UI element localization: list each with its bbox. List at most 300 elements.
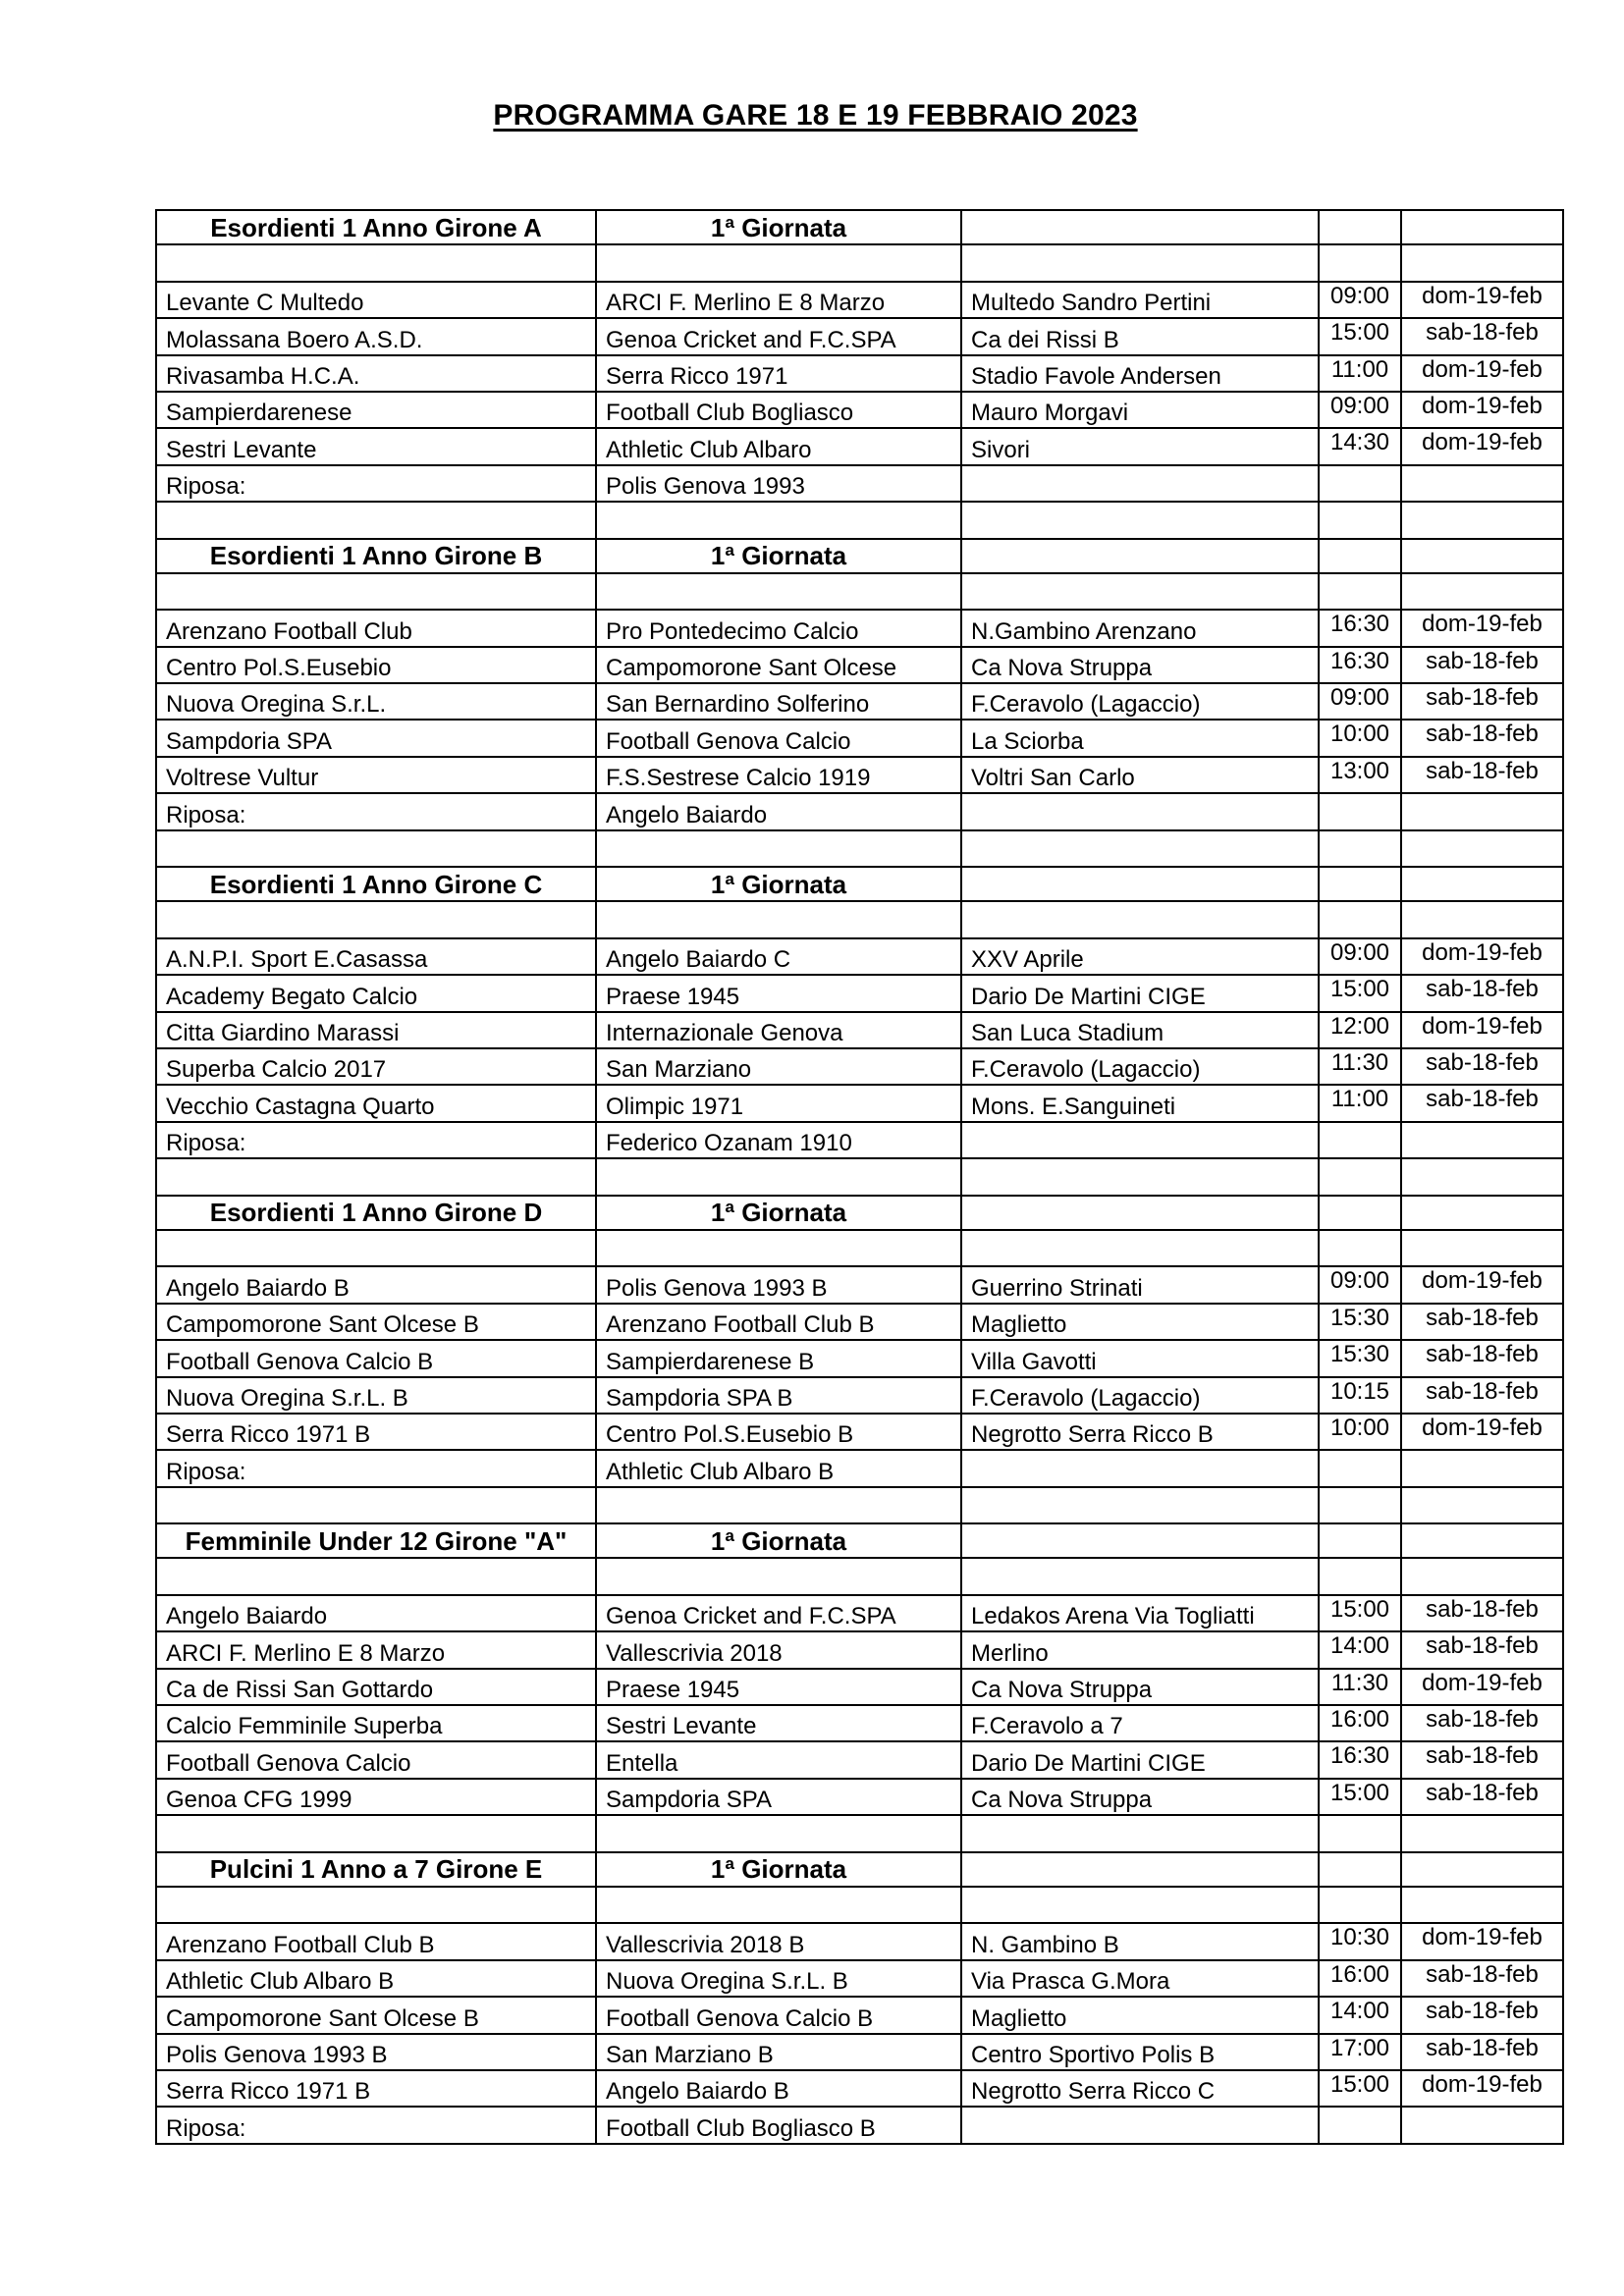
- empty-cell: [1319, 1887, 1401, 1923]
- section-header-row: [156, 1196, 1563, 1230]
- match-row: [156, 2070, 1563, 2107]
- empty-cell: [1401, 901, 1563, 937]
- rest-row: [156, 1450, 1563, 1486]
- venue: Ledakos Arena Via Togliatti: [961, 1595, 1319, 1631]
- empty-cell: [961, 1852, 1319, 1887]
- empty-cell: [961, 1196, 1319, 1230]
- section-header-row: [156, 1852, 1563, 1887]
- match-time: 11:00: [1319, 1085, 1401, 1121]
- spacer-row: [156, 244, 1563, 281]
- empty-cell: [1319, 1487, 1401, 1523]
- away-team: Olimpic 1971: [596, 1085, 961, 1121]
- home-team: Serra Ricco 1971 B: [156, 2070, 596, 2107]
- match-time: 17:00: [1319, 2034, 1401, 2070]
- match-row: [156, 647, 1563, 683]
- empty-cell: [961, 1887, 1319, 1923]
- away-team: Angelo Baiardo C: [596, 938, 961, 975]
- rest-label: Riposa:: [156, 1450, 596, 1486]
- empty-cell: [961, 830, 1319, 867]
- empty-cell: [1319, 2107, 1401, 2143]
- away-team: Entella: [596, 1741, 961, 1778]
- match-time: 10:00: [1319, 720, 1401, 756]
- match-date: sab-18-feb: [1401, 2034, 1563, 2070]
- match-row: [156, 1997, 1563, 2033]
- match-date: dom-19-feb: [1401, 355, 1563, 392]
- home-team: Citta Giardino Marassi: [156, 1012, 596, 1048]
- empty-cell: [1319, 1122, 1401, 1158]
- venue: Merlino: [961, 1631, 1319, 1668]
- match-row: [156, 1595, 1563, 1631]
- match-time: 09:00: [1319, 683, 1401, 720]
- match-time: 09:00: [1319, 282, 1401, 318]
- empty-cell: [156, 502, 596, 538]
- home-team: Arenzano Football Club B: [156, 1923, 596, 1959]
- empty-cell: [1319, 244, 1401, 281]
- home-team: Sampierdarenese: [156, 392, 596, 428]
- venue: Ca Nova Struppa: [961, 1669, 1319, 1705]
- match-time: 16:30: [1319, 610, 1401, 646]
- venue: Mauro Morgavi: [961, 392, 1319, 428]
- empty-cell: [961, 465, 1319, 502]
- venue: Maglietto: [961, 1997, 1319, 2033]
- empty-cell: [156, 830, 596, 867]
- away-team: Sampierdarenese B: [596, 1340, 961, 1376]
- venue: Maglietto: [961, 1304, 1319, 1340]
- away-team: ARCI F. Merlino E 8 Marzo: [596, 282, 961, 318]
- match-row: [156, 1085, 1563, 1121]
- match-row: [156, 392, 1563, 428]
- rest-team: Athletic Club Albaro B: [596, 1450, 961, 1486]
- away-team: Football Genova Calcio B: [596, 1997, 961, 2033]
- away-team: Pro Pontedecimo Calcio: [596, 610, 961, 646]
- empty-cell: [1401, 2107, 1563, 2143]
- home-team: Polis Genova 1993 B: [156, 2034, 596, 2070]
- away-team: Serra Ricco 1971: [596, 355, 961, 392]
- match-date: sab-18-feb: [1401, 1085, 1563, 1121]
- match-row: [156, 1705, 1563, 1741]
- match-row: [156, 1631, 1563, 1668]
- group-name: Esordienti 1 Anno Girone D: [156, 1196, 596, 1230]
- away-team: Vallescrivia 2018 B: [596, 1923, 961, 1959]
- empty-cell: [156, 244, 596, 281]
- venue: Villa Gavotti: [961, 1340, 1319, 1376]
- empty-cell: [596, 1158, 961, 1195]
- empty-cell: [156, 1558, 596, 1594]
- home-team: Nuova Oregina S.r.L. B: [156, 1377, 596, 1414]
- empty-cell: [1401, 793, 1563, 829]
- empty-cell: [156, 1487, 596, 1523]
- empty-cell: [1319, 1196, 1401, 1230]
- group-name: Esordienti 1 Anno Girone A: [156, 210, 596, 244]
- venue: San Luca Stadium: [961, 1012, 1319, 1048]
- home-team: Angelo Baiardo: [156, 1595, 596, 1631]
- away-team: Football Club Bogliasco: [596, 392, 961, 428]
- match-date: dom-19-feb: [1401, 2070, 1563, 2107]
- empty-cell: [156, 1887, 596, 1923]
- match-date: sab-18-feb: [1401, 318, 1563, 354]
- match-row: [156, 1779, 1563, 1815]
- match-date: sab-18-feb: [1401, 1705, 1563, 1741]
- rest-label: Riposa:: [156, 2107, 596, 2143]
- rest-label: Riposa:: [156, 465, 596, 502]
- rest-team: Federico Ozanam 1910: [596, 1122, 961, 1158]
- match-time: 16:30: [1319, 1741, 1401, 1778]
- round-name: 1ª Giornata: [596, 1196, 961, 1230]
- match-row: [156, 683, 1563, 720]
- match-time: 09:00: [1319, 938, 1401, 975]
- match-row: [156, 938, 1563, 975]
- empty-cell: [961, 244, 1319, 281]
- match-date: sab-18-feb: [1401, 1960, 1563, 1997]
- empty-cell: [1401, 1230, 1563, 1266]
- match-time: 14:30: [1319, 428, 1401, 464]
- match-time: 15:00: [1319, 975, 1401, 1011]
- match-row: [156, 1304, 1563, 1340]
- match-time: 15:30: [1319, 1304, 1401, 1340]
- away-team: Praese 1945: [596, 1669, 961, 1705]
- match-row: [156, 282, 1563, 318]
- match-date: sab-18-feb: [1401, 1304, 1563, 1340]
- section-header-row: [156, 539, 1563, 573]
- away-team: Centro Pol.S.Eusebio B: [596, 1414, 961, 1450]
- spacer-row: [156, 901, 1563, 937]
- empty-cell: [961, 793, 1319, 829]
- away-team: San Bernardino Solferino: [596, 683, 961, 720]
- away-team: Arenzano Football Club B: [596, 1304, 961, 1340]
- empty-cell: [1319, 539, 1401, 573]
- home-team: Superba Calcio 2017: [156, 1048, 596, 1085]
- rest-row: [156, 1122, 1563, 1158]
- away-team: Internazionale Genova: [596, 1012, 961, 1048]
- empty-cell: [156, 1230, 596, 1266]
- rest-team: Angelo Baiardo: [596, 793, 961, 829]
- match-date: sab-18-feb: [1401, 1048, 1563, 1085]
- match-time: 15:00: [1319, 2070, 1401, 2107]
- match-date: dom-19-feb: [1401, 1669, 1563, 1705]
- empty-cell: [961, 539, 1319, 573]
- group-name: Pulcini 1 Anno a 7 Girone E: [156, 1852, 596, 1887]
- spacer-row: [156, 1815, 1563, 1851]
- empty-cell: [1401, 1523, 1563, 1558]
- match-row: [156, 1923, 1563, 1959]
- match-time: 15:00: [1319, 1779, 1401, 1815]
- empty-cell: [961, 573, 1319, 610]
- round-name: 1ª Giornata: [596, 867, 961, 901]
- match-date: dom-19-feb: [1401, 1012, 1563, 1048]
- empty-cell: [1319, 465, 1401, 502]
- match-row: [156, 1377, 1563, 1414]
- venue: Ca dei Rissi B: [961, 318, 1319, 354]
- away-team: F.S.Sestrese Calcio 1919: [596, 757, 961, 793]
- empty-cell: [1319, 1450, 1401, 1486]
- rest-team: Polis Genova 1993: [596, 465, 961, 502]
- home-team: Arenzano Football Club: [156, 610, 596, 646]
- match-date: sab-18-feb: [1401, 1631, 1563, 1668]
- empty-cell: [596, 502, 961, 538]
- match-row: [156, 318, 1563, 354]
- home-team: Ca de Rissi San Gottardo: [156, 1669, 596, 1705]
- empty-cell: [961, 1230, 1319, 1266]
- spacer-row: [156, 1230, 1563, 1266]
- section-header-row: [156, 1523, 1563, 1558]
- venue: F.Ceravolo (Lagaccio): [961, 1048, 1319, 1085]
- match-time: 11:30: [1319, 1669, 1401, 1705]
- empty-cell: [1401, 1122, 1563, 1158]
- empty-cell: [1401, 1196, 1563, 1230]
- match-date: dom-19-feb: [1401, 610, 1563, 646]
- empty-cell: [961, 1487, 1319, 1523]
- away-team: Vallescrivia 2018: [596, 1631, 961, 1668]
- home-team: Academy Begato Calcio: [156, 975, 596, 1011]
- empty-cell: [1319, 793, 1401, 829]
- venue: Negrotto Serra Ricco C: [961, 2070, 1319, 2107]
- match-date: sab-18-feb: [1401, 1340, 1563, 1376]
- match-date: dom-19-feb: [1401, 392, 1563, 428]
- away-team: Genoa Cricket and F.C.SPA: [596, 318, 961, 354]
- empty-cell: [961, 1450, 1319, 1486]
- empty-cell: [596, 1887, 961, 1923]
- schedule-table: [155, 209, 1564, 2145]
- venue: Ca Nova Struppa: [961, 647, 1319, 683]
- empty-cell: [961, 1122, 1319, 1158]
- away-team: Sestri Levante: [596, 1705, 961, 1741]
- away-team: Athletic Club Albaro: [596, 428, 961, 464]
- match-row: [156, 757, 1563, 793]
- match-date: sab-18-feb: [1401, 720, 1563, 756]
- venue: N. Gambino B: [961, 1923, 1319, 1959]
- empty-cell: [596, 573, 961, 610]
- empty-cell: [1401, 1852, 1563, 1887]
- empty-cell: [1319, 901, 1401, 937]
- match-date: dom-19-feb: [1401, 1414, 1563, 1450]
- match-date: dom-19-feb: [1401, 1923, 1563, 1959]
- empty-cell: [1319, 1558, 1401, 1594]
- away-team: Sampdoria SPA: [596, 1779, 961, 1815]
- empty-cell: [961, 901, 1319, 937]
- empty-cell: [1401, 1450, 1563, 1486]
- match-time: 14:00: [1319, 1997, 1401, 2033]
- empty-cell: [961, 1523, 1319, 1558]
- empty-cell: [156, 901, 596, 937]
- empty-cell: [961, 502, 1319, 538]
- match-row: [156, 975, 1563, 1011]
- empty-cell: [1401, 1487, 1563, 1523]
- empty-cell: [1319, 1852, 1401, 1887]
- venue: Via Prasca G.Mora: [961, 1960, 1319, 1997]
- group-name: Esordienti 1 Anno Girone C: [156, 867, 596, 901]
- match-row: [156, 720, 1563, 756]
- venue: Dario De Martini CIGE: [961, 975, 1319, 1011]
- home-team: Molassana Boero A.S.D.: [156, 318, 596, 354]
- match-row: [156, 2034, 1563, 2070]
- match-row: [156, 1012, 1563, 1048]
- rest-row: [156, 465, 1563, 502]
- empty-cell: [1401, 1815, 1563, 1851]
- home-team: Sampdoria SPA: [156, 720, 596, 756]
- spacer-row: [156, 1487, 1563, 1523]
- section-header-row: [156, 210, 1563, 244]
- match-row: [156, 1266, 1563, 1303]
- match-row: [156, 1960, 1563, 1997]
- match-date: sab-18-feb: [1401, 1377, 1563, 1414]
- venue: Sivori: [961, 428, 1319, 464]
- empty-cell: [1401, 830, 1563, 867]
- match-date: dom-19-feb: [1401, 428, 1563, 464]
- match-row: [156, 610, 1563, 646]
- empty-cell: [1319, 1815, 1401, 1851]
- home-team: ARCI F. Merlino E 8 Marzo: [156, 1631, 596, 1668]
- empty-cell: [961, 1558, 1319, 1594]
- empty-cell: [1401, 210, 1563, 244]
- away-team: Angelo Baiardo B: [596, 2070, 961, 2107]
- empty-cell: [961, 1815, 1319, 1851]
- home-team: Sestri Levante: [156, 428, 596, 464]
- match-time: 15:30: [1319, 1340, 1401, 1376]
- empty-cell: [1401, 502, 1563, 538]
- home-team: Nuova Oregina S.r.L.: [156, 683, 596, 720]
- round-name: 1ª Giornata: [596, 1852, 961, 1887]
- match-row: [156, 1340, 1563, 1376]
- match-row: [156, 1414, 1563, 1450]
- empty-cell: [961, 210, 1319, 244]
- match-date: sab-18-feb: [1401, 647, 1563, 683]
- empty-cell: [1401, 244, 1563, 281]
- match-time: 10:30: [1319, 1923, 1401, 1959]
- round-name: 1ª Giornata: [596, 1523, 961, 1558]
- venue: Voltri San Carlo: [961, 757, 1319, 793]
- match-time: 09:00: [1319, 1266, 1401, 1303]
- away-team: Praese 1945: [596, 975, 961, 1011]
- match-date: sab-18-feb: [1401, 1595, 1563, 1631]
- group-name: Esordienti 1 Anno Girone B: [156, 539, 596, 573]
- home-team: A.N.P.I. Sport E.Casassa: [156, 938, 596, 975]
- venue: XXV Aprile: [961, 938, 1319, 975]
- away-team: San Marziano: [596, 1048, 961, 1085]
- page-title: PROGRAMMA GARE 18 E 19 FEBBRAIO 2023: [493, 99, 1138, 132]
- spacer-row: [156, 502, 1563, 538]
- spacer-row: [156, 1887, 1563, 1923]
- venue: Negrotto Serra Ricco B: [961, 1414, 1319, 1450]
- empty-cell: [1319, 1158, 1401, 1195]
- home-team: Athletic Club Albaro B: [156, 1960, 596, 1997]
- match-date: sab-18-feb: [1401, 1779, 1563, 1815]
- match-time: 16:00: [1319, 1960, 1401, 1997]
- home-team: Genoa CFG 1999: [156, 1779, 596, 1815]
- home-team: Calcio Femminile Superba: [156, 1705, 596, 1741]
- match-date: sab-18-feb: [1401, 1741, 1563, 1778]
- home-team: Campomorone Sant Olcese B: [156, 1997, 596, 2033]
- match-row: [156, 428, 1563, 464]
- empty-cell: [596, 1558, 961, 1594]
- match-time: 11:30: [1319, 1048, 1401, 1085]
- empty-cell: [1401, 465, 1563, 502]
- match-time: 10:00: [1319, 1414, 1401, 1450]
- venue: Centro Sportivo Polis B: [961, 2034, 1319, 2070]
- away-team: Football Genova Calcio: [596, 720, 961, 756]
- empty-cell: [1401, 1158, 1563, 1195]
- rest-label: Riposa:: [156, 793, 596, 829]
- empty-cell: [1319, 830, 1401, 867]
- spacer-row: [156, 1158, 1563, 1195]
- match-time: 15:00: [1319, 1595, 1401, 1631]
- match-row: [156, 1669, 1563, 1705]
- empty-cell: [1319, 573, 1401, 610]
- match-date: sab-18-feb: [1401, 683, 1563, 720]
- empty-cell: [596, 244, 961, 281]
- empty-cell: [961, 1158, 1319, 1195]
- away-team: Genoa Cricket and F.C.SPA: [596, 1595, 961, 1631]
- home-team: Vecchio Castagna Quarto: [156, 1085, 596, 1121]
- match-row: [156, 1048, 1563, 1085]
- round-name: 1ª Giornata: [596, 539, 961, 573]
- empty-cell: [1319, 1523, 1401, 1558]
- venue: Guerrino Strinati: [961, 1266, 1319, 1303]
- home-team: Campomorone Sant Olcese B: [156, 1304, 596, 1340]
- section-header-row: [156, 867, 1563, 901]
- rest-row: [156, 2107, 1563, 2143]
- empty-cell: [1319, 867, 1401, 901]
- home-team: Football Genova Calcio: [156, 1741, 596, 1778]
- match-date: dom-19-feb: [1401, 1266, 1563, 1303]
- away-team: Nuova Oregina S.r.L. B: [596, 1960, 961, 1997]
- empty-cell: [1401, 867, 1563, 901]
- match-time: 13:00: [1319, 757, 1401, 793]
- match-row: [156, 355, 1563, 392]
- rest-label: Riposa:: [156, 1122, 596, 1158]
- match-time: 10:15: [1319, 1377, 1401, 1414]
- home-team: Serra Ricco 1971 B: [156, 1414, 596, 1450]
- match-date: dom-19-feb: [1401, 282, 1563, 318]
- empty-cell: [1401, 573, 1563, 610]
- match-time: 09:00: [1319, 392, 1401, 428]
- venue: La Sciorba: [961, 720, 1319, 756]
- empty-cell: [1401, 1558, 1563, 1594]
- empty-cell: [156, 1815, 596, 1851]
- rest-team: Football Club Bogliasco B: [596, 2107, 961, 2143]
- venue: F.Ceravolo a 7: [961, 1705, 1319, 1741]
- empty-cell: [1319, 210, 1401, 244]
- home-team: Voltrese Vultur: [156, 757, 596, 793]
- home-team: Rivasamba H.C.A.: [156, 355, 596, 392]
- empty-cell: [596, 1487, 961, 1523]
- home-team: Levante C Multedo: [156, 282, 596, 318]
- venue: Mons. E.Sanguineti: [961, 1085, 1319, 1121]
- away-team: Polis Genova 1993 B: [596, 1266, 961, 1303]
- spacer-row: [156, 1558, 1563, 1594]
- match-date: sab-18-feb: [1401, 757, 1563, 793]
- venue: F.Ceravolo (Lagaccio): [961, 683, 1319, 720]
- round-name: 1ª Giornata: [596, 210, 961, 244]
- match-date: dom-19-feb: [1401, 938, 1563, 975]
- spacer-row: [156, 573, 1563, 610]
- venue: Multedo Sandro Pertini: [961, 282, 1319, 318]
- venue: Ca Nova Struppa: [961, 1779, 1319, 1815]
- empty-cell: [596, 830, 961, 867]
- away-team: Campomorone Sant Olcese: [596, 647, 961, 683]
- empty-cell: [1401, 1887, 1563, 1923]
- group-name: Femminile Under 12 Girone "A": [156, 1523, 596, 1558]
- match-time: 12:00: [1319, 1012, 1401, 1048]
- empty-cell: [156, 1158, 596, 1195]
- empty-cell: [156, 573, 596, 610]
- empty-cell: [1319, 502, 1401, 538]
- match-time: 11:00: [1319, 355, 1401, 392]
- spacer-row: [156, 830, 1563, 867]
- rest-row: [156, 793, 1563, 829]
- home-team: Centro Pol.S.Eusebio: [156, 647, 596, 683]
- empty-cell: [596, 1815, 961, 1851]
- match-time: 16:00: [1319, 1705, 1401, 1741]
